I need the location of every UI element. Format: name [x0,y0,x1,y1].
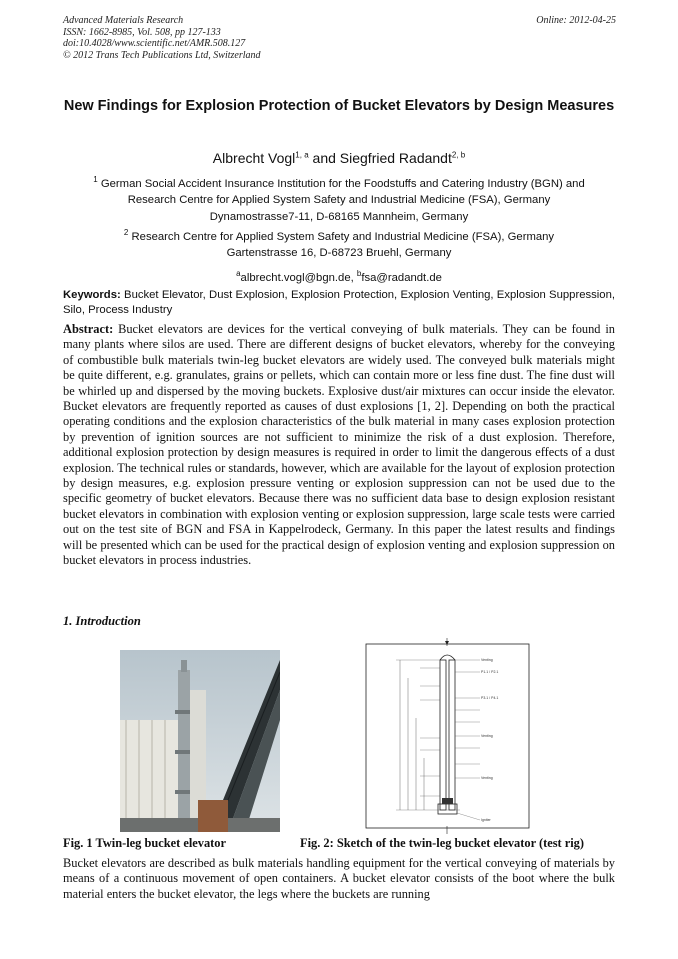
journal-issn: ISSN: 1662-8985, Vol. 508, pp 127-133 [63,26,221,38]
sketch-label-sensor-b: P3.1 / P4.1 [481,696,499,700]
sketch-label-igniter: Igniter [481,818,491,822]
abstract-label: Abstract: [63,322,114,336]
section-heading: 1. Introduction [63,614,141,628]
author-1-sup: 1, a [295,150,309,160]
journal-name: Advanced Materials Research [63,15,184,26]
affiliation-1-line-2: Research Centre for Applied System Safety and Industrial Medicine (FSA), Germany [127,194,551,207]
emails [63,266,615,286]
affiliation-2-line-1: Research Centre for Applied System Safety and Industrial Medicine (FSA), Germany [128,230,555,243]
affiliation-2-sup: 2 [123,227,129,237]
test-rig-sketch [360,638,535,834]
abstract [63,322,615,569]
affiliation-2-line-2: Gartenstrasse 16, D-68723 Bruehl, Germany [226,247,452,260]
keywords-label: Keywords: [63,289,121,301]
online-date: Online: 2012-04-25 [536,15,616,26]
email-b[interactable]: fsa@radandt.de [361,271,442,284]
affiliation-1-line-3: Dynamostrasse7-11, D-68165 Mannheim, Germany [209,210,469,223]
affiliation-1-sup: 1 [93,175,98,184]
affiliation-1-line-1: German Social Accident Insurance Institution for the Foodstuffs and Catering Industry (BGN) and [97,177,585,190]
abstract-text: Bucket elevators are devices for the vertical conveying of bulk materials. They can be found in many plants where silos are used. There are different designs of bucket elevators, whereby for the conveying of combustible bulk materials twin-leg bucket elevators are widely used. The conveyed bulk materials might be quite different, e.g. granulates, grains or pellets, which can contain more or less fine dust. The fine dust will be whirled up and dispersed by the moving buckets. Explosive dust/air mixtures can occur inside the elevator. Bucket elevators are frequently reported as causes of dust explosions [1, 2]. Depending on both the practical operating conditions and the explosion characteristics of the bulk material in many cases explosion protection by prevention of ignition sources are not sufficient to minimize the risk of a dust explosion. Therefore, additional explosion protection by design measures is required in order to limit the dangerous effects of a dust explosion. The technical rules or standards, however, which are available for the layout of explosion protection by design measures, e.g. explosion pressure venting or explosion suppression can not be used due to the specific geometry of bucket elevators. Because there was no sufficient data base to design explosion resistant bucket elevators in combination with explosion venting or explosion suppression, large scale tests were carried out on the test site of BGN and FSA in Kappelrodeck, Germany. In this paper the latest results and findings will be presented which can be used for the practical design of explosion venting and explosion suppression on bucket elevators in process industries. [63,322,615,568]
journal-doi: doi:10.4028/www.scientific.net/AMR.508.127 [63,38,246,49]
introduction-text: Bucket elevators are described as bulk materials handling equipment for the vertical conveying of materials by means of a continuous movement of open containers. A bucket elevator consists of the boot where the bulk material enters the bucket elevator, the legs where the buckets are running [63,856,615,901]
author-1: Albrecht Vogl [212,150,296,166]
paper-title: New Findings for Explosion Protection of Bucket Elevators by Design Measures [63,98,615,114]
email-a-sup: a [236,268,241,278]
email-b-sup: b [356,268,362,278]
author-line [63,150,615,166]
author-2: Siegfried Radandt [339,150,452,166]
bucket-elevator-photo [120,650,280,832]
figure-2-caption: Fig. 2: Sketch of the twin-leg bucket elevator (test rig) [300,836,585,850]
sketch-label-sensor-a: P1.1 / P2.1 [481,670,499,674]
author-conjunction: and [308,150,340,166]
figure-1-caption: Fig. 1 Twin-leg bucket elevator [63,836,227,850]
email-a[interactable]: albrecht.vogl@bgn.de, [240,271,357,284]
keywords-text: Bucket Elevator, Dust Explosion, Explosion Protection, Explosion Venting, Explosion Suppression, Silo, Process Industry [63,289,615,316]
affiliations [63,172,615,286]
sketch-label-venting-mid: Venting [481,734,493,738]
journal-header [63,15,261,61]
keywords [63,288,615,317]
journal-copyright: © 2012 Trans Tech Publications Ltd, Switzerland [63,49,261,61]
sketch-label-venting-top: Venting [481,658,493,662]
sketch-label-venting-low: Venting [481,776,493,780]
author-2-sup: 2, b [451,150,466,160]
